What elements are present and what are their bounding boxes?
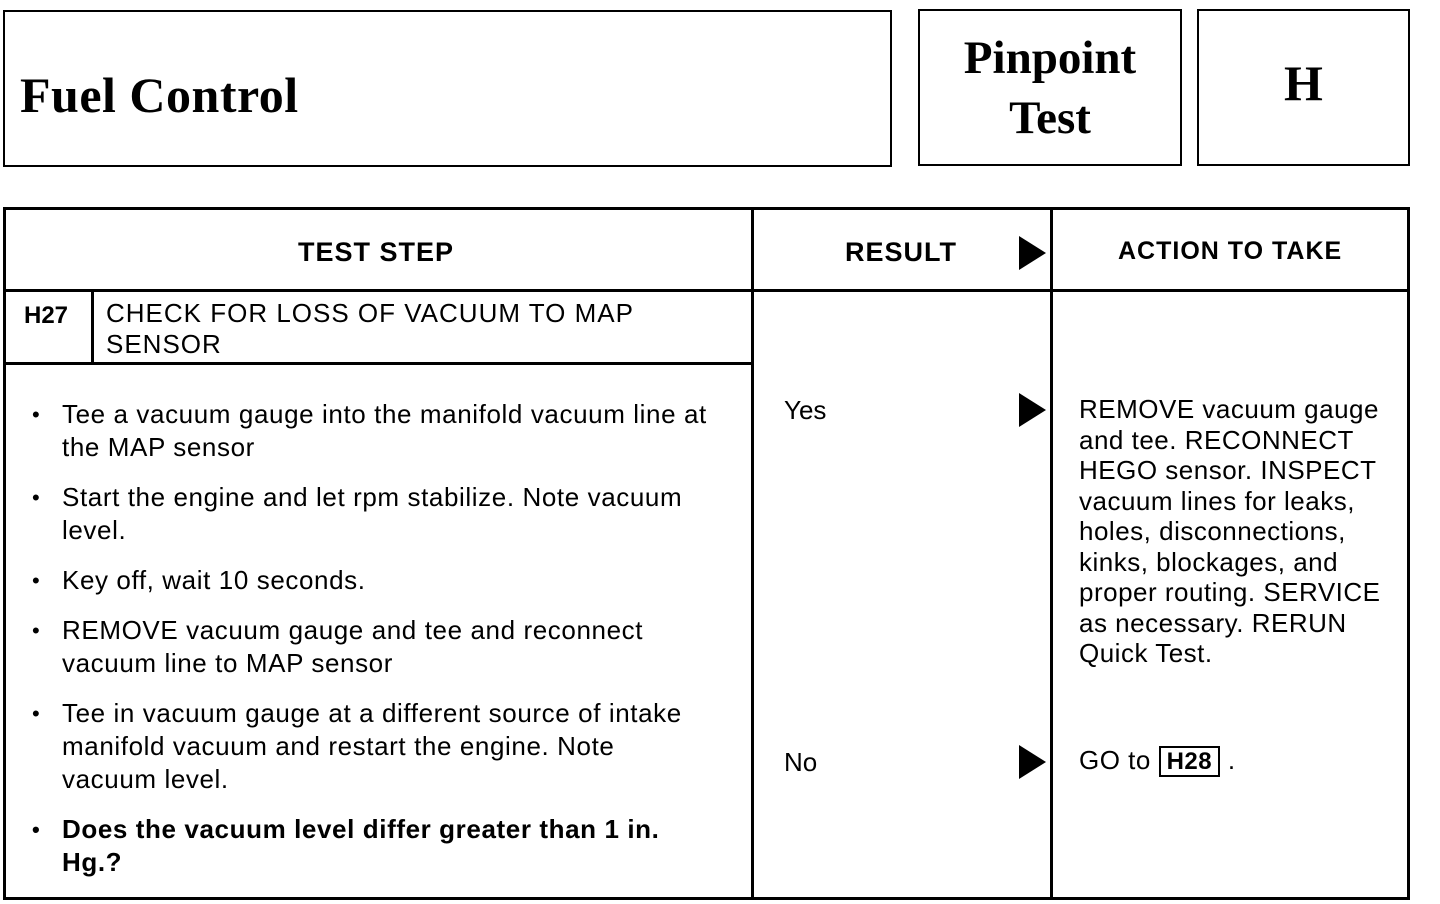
section-box bbox=[918, 9, 1182, 166]
instruction-item: • Key off, wait 10 seconds. bbox=[32, 564, 712, 597]
instruction-item: • Tee in vacuum gauge at a different source of intake manifold vacuum and restart the engine. Note vacuum level. bbox=[32, 697, 712, 796]
result-no: No bbox=[784, 747, 818, 777]
step-id: H27 bbox=[24, 302, 69, 329]
step-reference-h28[interactable]: H28 bbox=[1159, 746, 1221, 777]
step-title-line1: CHECK FOR LOSS OF VACUUM TO MAP bbox=[106, 298, 634, 328]
action-no bbox=[1079, 745, 1404, 778]
arrow-icon bbox=[1019, 745, 1046, 779]
action-yes: REMOVE vacuum gauge and tee. RECONNECT HEGO sensor. INSPECT vacuum lines for leaks, holes, disconnections, kinks, blockages, and proper routing. SERVICE as necessary. RERUN Quick Test. bbox=[1079, 394, 1381, 668]
result-yes: Yes bbox=[784, 395, 827, 425]
arrow-icon bbox=[1019, 236, 1046, 270]
page-title: Fuel Control bbox=[20, 67, 299, 123]
action-no-prefix: GO to bbox=[1079, 745, 1151, 775]
test-table bbox=[3, 207, 1410, 900]
step-instructions bbox=[32, 398, 712, 896]
instruction-item: • Start the engine and let rpm stabilize. Note vacuum level. bbox=[32, 481, 712, 547]
test-letter-box bbox=[1197, 9, 1410, 166]
column-divider-result bbox=[751, 210, 754, 900]
column-header-result: RESULT bbox=[845, 237, 957, 267]
step-title-divider bbox=[6, 362, 753, 365]
instruction-item: • REMOVE vacuum gauge and tee and reconnect vacuum line to MAP sensor bbox=[32, 614, 712, 680]
test-letter: H bbox=[1284, 54, 1323, 111]
column-header-action: ACTION TO TAKE bbox=[1118, 237, 1343, 265]
step-title bbox=[106, 298, 726, 360]
arrow-icon bbox=[1019, 393, 1046, 427]
section-label-line2: Test bbox=[1009, 91, 1091, 144]
instruction-item: • Tee a vacuum gauge into the manifold vacuum line at the MAP sensor bbox=[32, 398, 712, 464]
step-title-line2: SENSOR bbox=[106, 329, 222, 359]
action-no-suffix: . bbox=[1227, 745, 1236, 775]
column-divider-action bbox=[1050, 210, 1053, 900]
step-id-divider bbox=[91, 290, 94, 362]
instruction-question: • Does the vacuum level differ greater than 1 in. Hg.? bbox=[32, 813, 712, 879]
section-label-line1: Pinpoint bbox=[963, 31, 1137, 84]
title-box bbox=[3, 10, 892, 167]
header-divider bbox=[6, 289, 1410, 292]
column-header-test-step: TEST STEP bbox=[298, 237, 455, 267]
